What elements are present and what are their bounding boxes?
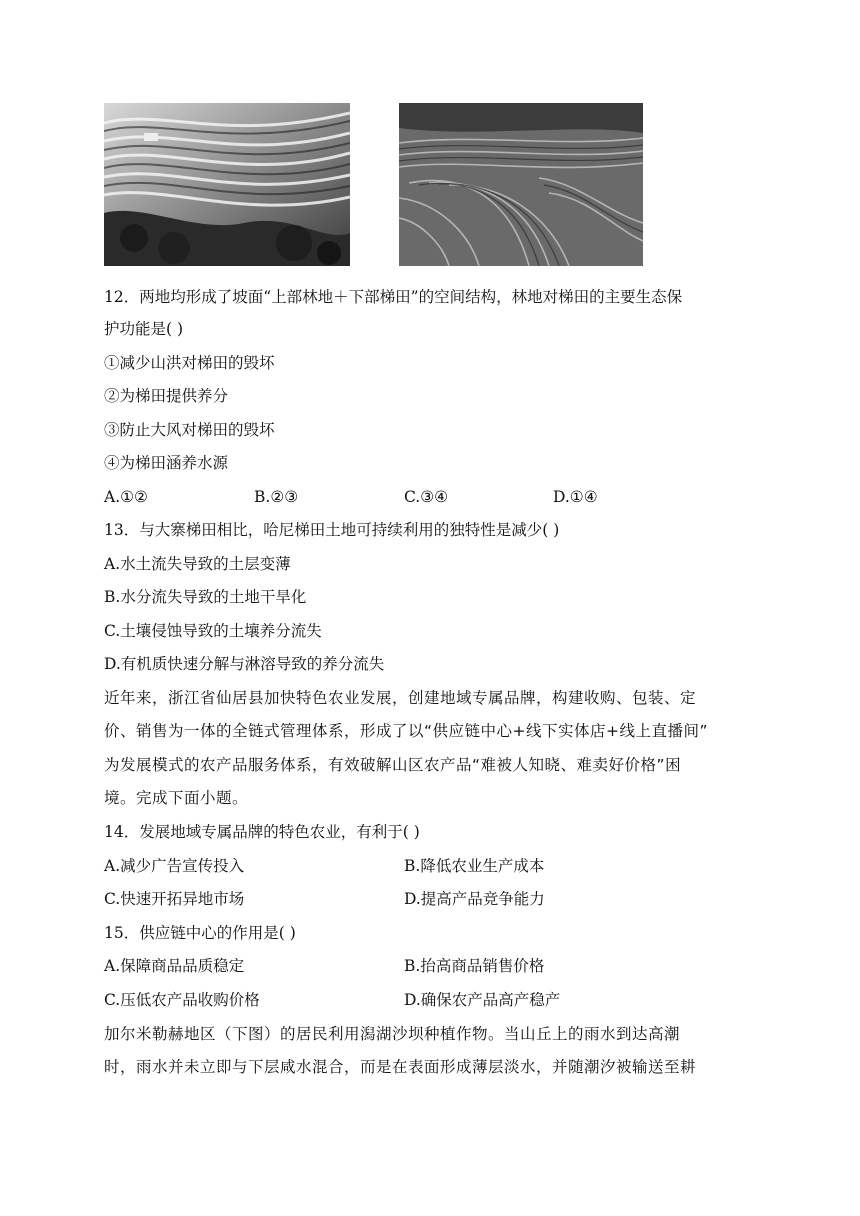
q14-stem: 14．发展地域专属品牌的特色农业，有利于( ) bbox=[104, 823, 420, 841]
q12-stem-line1: 12．两地均形成了坡面“上部林地＋下部梯田”的空间结构，林地对梯田的主要生态保 bbox=[104, 288, 683, 306]
terrace-photo-right bbox=[399, 103, 643, 266]
q14-option-b: B.降低农业生产成本 bbox=[404, 857, 545, 875]
passage1-line: 境。完成下面小题。 bbox=[104, 789, 249, 807]
q12-option-c: C.③④ bbox=[404, 488, 449, 506]
q14-option-a: A.减少广告宣传投入 bbox=[104, 857, 245, 875]
q15-option-c: C.压低农产品收购价格 bbox=[104, 991, 260, 1009]
q14-option-c: C.快速开拓异地市场 bbox=[104, 890, 245, 908]
passage1-line: 价、销售为一体的全链式管理体系，形成了以“供应链中心+线下实体店+线上直播间” bbox=[104, 722, 709, 740]
passage2-line: 时，雨水并未立即与下层咸水混合，而是在表面形成薄层淡水，并随潮汐被输送至耕 bbox=[104, 1058, 697, 1076]
passage1-line: 为发展模式的农产品服务体系，有效破解山区农产品“难被人知晓、难卖好价格”困 bbox=[104, 756, 682, 774]
q13-option-c: C.土壤侵蚀导致的土壤养分流失 bbox=[104, 622, 322, 640]
passage1-line: 近年来，浙江省仙居县加快特色农业发展，创建地域专属品牌，构建收购、包装、定 bbox=[104, 689, 697, 707]
q12-item: ④为梯田涵养水源 bbox=[104, 454, 229, 472]
q12-option-d: D.①④ bbox=[553, 488, 598, 506]
q14-option-d: D.提高产品竞争能力 bbox=[404, 890, 545, 908]
q13-option-a: A.水土流失导致的土层变薄 bbox=[104, 555, 291, 573]
q12-option-b: B.②③ bbox=[254, 488, 299, 506]
q12-item: ①减少山洪对梯田的毁坏 bbox=[104, 354, 275, 372]
q15-option-b: B.抬高商品销售价格 bbox=[404, 957, 545, 975]
q12-item: ③防止大风对梯田的毁坏 bbox=[104, 421, 275, 439]
q13-stem: 13．与大寨梯田相比，哈尼梯田土地可持续利用的独特性是减少( ) bbox=[104, 521, 560, 539]
q13-option-b: B.水分流失导致的土地干旱化 bbox=[104, 588, 307, 606]
q15-stem: 15．供应链中心的作用是( ) bbox=[104, 924, 296, 942]
q12-option-a: A.①② bbox=[104, 488, 148, 506]
q15-option-a: A.保障商品品质稳定 bbox=[104, 957, 245, 975]
q12-item: ②为梯田提供养分 bbox=[104, 387, 229, 405]
q13-option-d: D.有机质快速分解与淋溶导致的养分流失 bbox=[104, 655, 385, 673]
q12-stem-line2: 护功能是( ) bbox=[104, 320, 184, 338]
q15-option-d: D.确保农产品高产稳产 bbox=[404, 991, 561, 1009]
terrace-photo-left bbox=[104, 103, 350, 266]
passage2-line: 加尔米勒赫地区（下图）的居民利用潟湖沙坝种植作物。当山丘上的雨水到达高潮 bbox=[104, 1025, 681, 1043]
